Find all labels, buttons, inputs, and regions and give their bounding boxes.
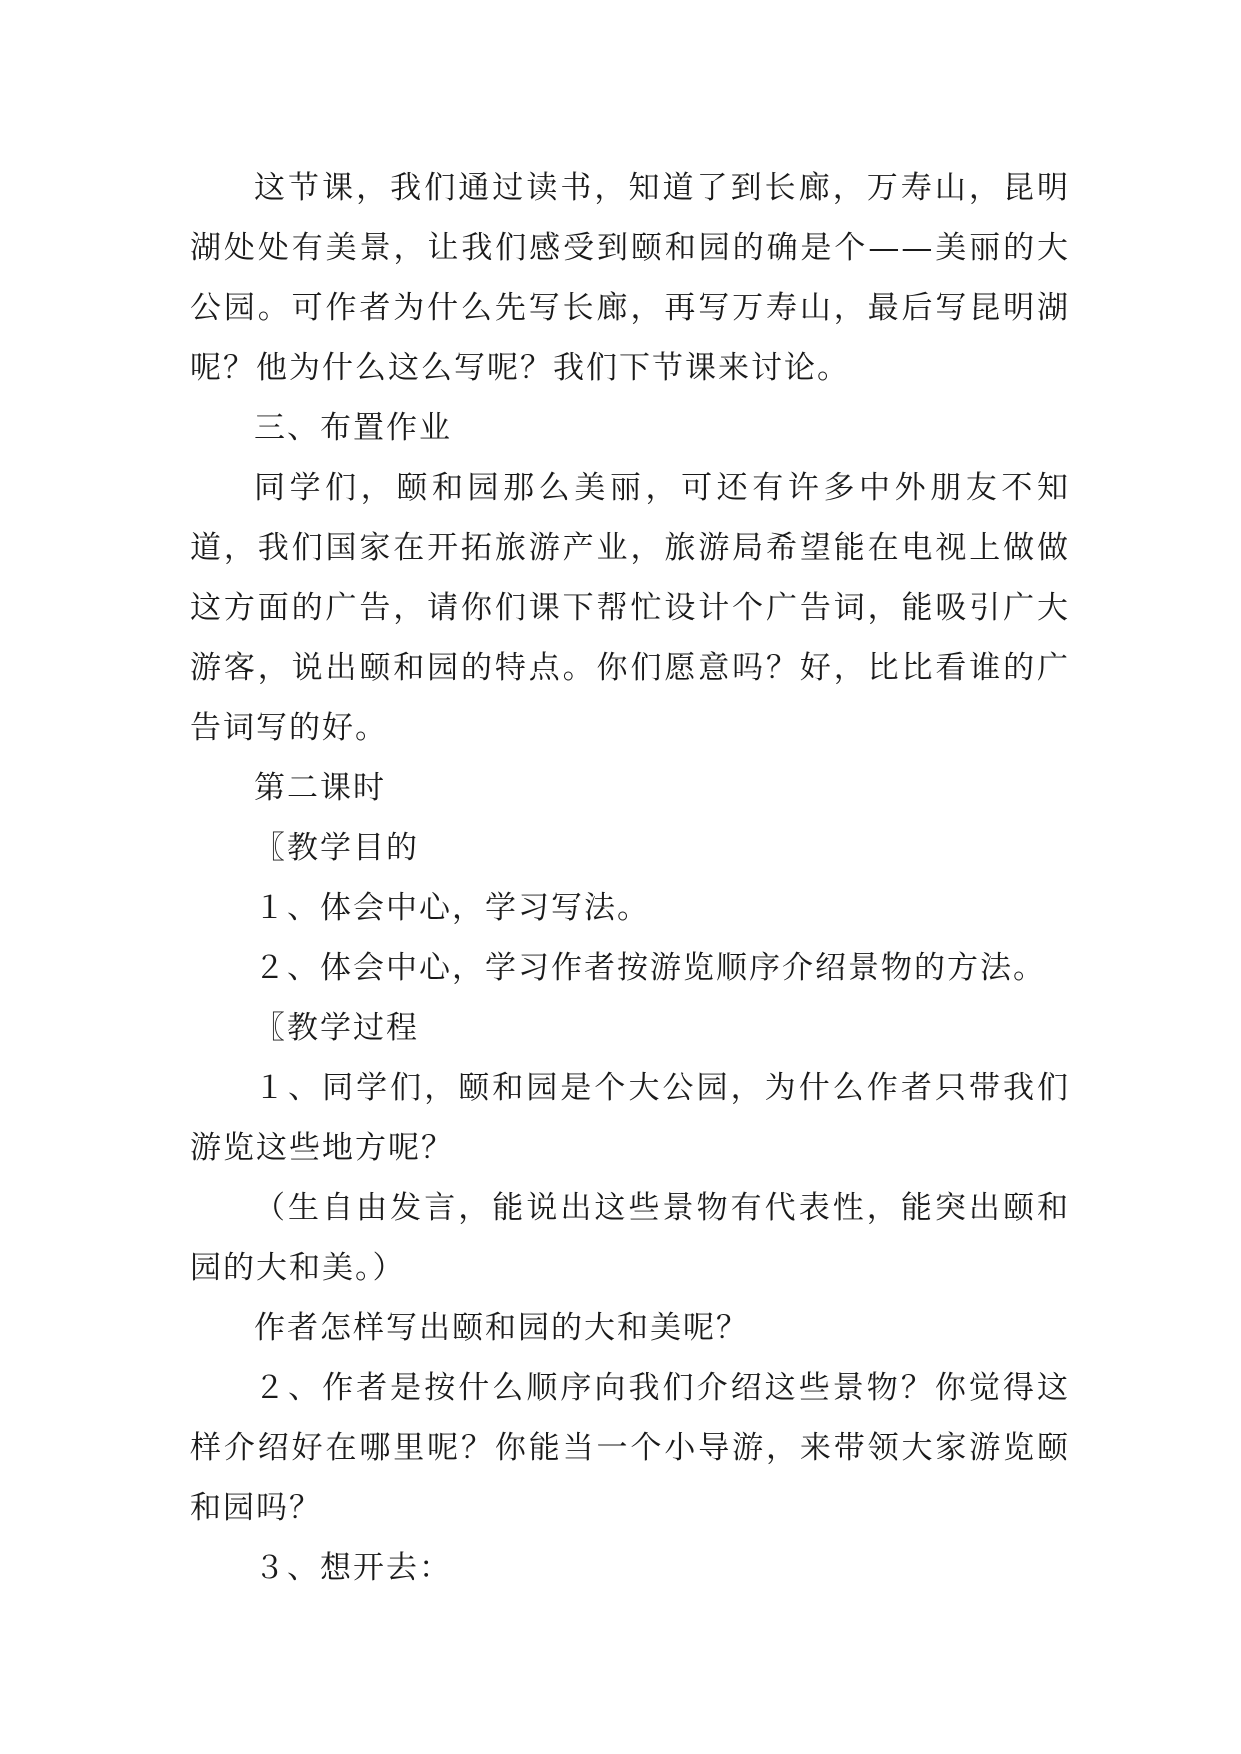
process-item-3: ３、想开去：	[254, 1550, 452, 1586]
goal-item-2: ２、体会中心，学习作者按游览顺序介绍景物的方法。	[254, 950, 1046, 986]
document-body	[190, 158, 1070, 1598]
paragraph-homework: 同学们，颐和园那么美丽，可还有许多中外朋友不知道，我们国家在开拓旅游产业，旅游局希望能在电视上做做这方面的广告，请你们课下帮忙设计个广告词，能吸引广大游客，说出颐和园的特点。你们愿意吗？好，比比看谁的广告词写的好。	[190, 470, 1070, 746]
heading-second-lesson: 第二课时	[254, 770, 386, 806]
heading-teaching-goals: 〖教学目的	[254, 830, 419, 866]
process-note: （生自由发言，能说出这些景物有代表性，能突出颐和园的大和美。）	[190, 1190, 1070, 1286]
process-item-1: １、同学们，颐和园是个大公园，为什么作者只带我们游览这些地方呢？	[190, 1070, 1070, 1166]
process-item-2: ２、作者是按什么顺序向我们介绍这些景物？你觉得这样介绍好在哪里呢？你能当一个小导游，来带领大家游览颐和园吗？	[190, 1370, 1070, 1526]
process-question: 作者怎样写出颐和园的大和美呢？	[254, 1310, 749, 1346]
paragraph-summary: 这节课，我们通过读书，知道了到长廊，万寿山，昆明湖处处有美景，让我们感受到颐和园的确是个——美丽的大公园。可作者为什么先写长廊，再写万寿山，最后写昆明湖呢？他为什么这么写呢？我们下节课来讨论。	[190, 170, 1070, 386]
heading-homework: 三、布置作业	[254, 410, 452, 446]
heading-teaching-process: 〖教学过程	[254, 1010, 419, 1046]
goal-item-1: １、体会中心，学习写法。	[254, 890, 650, 926]
